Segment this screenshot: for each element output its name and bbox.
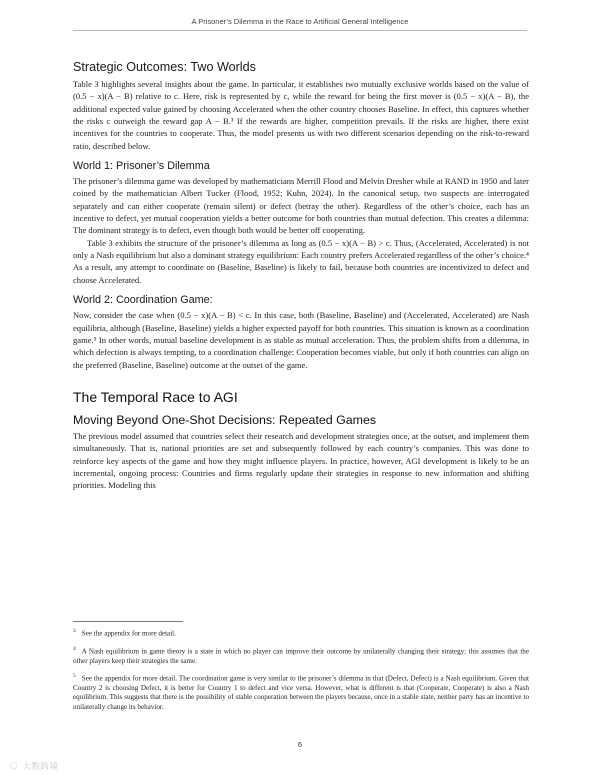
watermark-logo: 🗨 大数跨境 (8, 762, 59, 772)
footnotes (73, 627, 529, 718)
footnote-number: 4 (73, 645, 76, 652)
footnote-4 (73, 645, 529, 666)
section-title-repeated: Moving Beyond One-Shot Decisions: Repeated Games (73, 412, 377, 427)
paragraph-world1-1: The prisoner’s dilemma game was developed by mathematicians Merrill Flood and Melvin Dresher while at RAND in 1950 and later coined by the mathematician Albert Tucker (Flood, 1952; Kuhn, 2024). In the canonical setup, two suspects are interrogated separately and can either cooperate (remain silent) or defect (betray the other). Regardless of the other’s choice, each has an incentive to defect, yet mutual cooperation yields a better outcome for both countries than mutual defection. This creates a dilemma: The dominant strategy is to defect, even though both would be better off cooperating. (73, 176, 529, 236)
running-header: A Prisoner’s Dilemma in the Race to Artificial General Intelligence (191, 17, 409, 26)
section-title-world1: World 1: Prisoner’s Dilemma (73, 160, 210, 173)
chapter-title-temporal: The Temporal Race to AGI (73, 388, 238, 405)
footnote-number: 5 (73, 672, 76, 679)
footnote-text: See the appendix for more detail. (81, 629, 176, 638)
paragraph-world1-2: Table 3 exhibits the structure of the prisoner’s dilemma as long as (0.5 − x)(A − B) > c. Thus, (Accelerated, Accelerated) is not only a Nash equilibrium but also a dominant strategy equilibrium: Each country prefers Accelerated regardless of the other’s choice.⁴ As a result, any attempt to coordinate on (Baseline, Baseline) is likely to fail, because both countries are incentivized to defect and choose Accelerated. (73, 237, 529, 285)
footnote-text: A Nash equilibrium in game theory is a state in which no player can improve their outcome by unilaterally changing their strategy; this assumes that the other players keep their strategies the same. (73, 647, 529, 665)
footnote-3 (73, 627, 529, 639)
footnote-5 (73, 672, 529, 712)
section-title-strategic: Strategic Outcomes: Two Worlds (73, 60, 256, 74)
footnote-rule (73, 621, 183, 622)
header-rule (73, 30, 527, 31)
footnote-text: See the appendix for more detail. The coordination game is very similar to the prisoner’s dilemma in that (Defect, Defect) is a Nash equilibrium. Given that Country 2 is choosing Defect, it is better for Country 1 to defect and vice versa. However, what is different is that (Cooperate, Cooperate) is also a Nash equilibrium. This suggests that there is the possibility of stable cooperation between the players because, once in a stable state, neither party has an incentive to unilaterally change its behavior. (73, 674, 529, 711)
footnote-number: 3 (73, 628, 76, 634)
paragraph-world2: Now, consider the case when (0.5 − x)(A − B) < c. In this case, both (Baseline, Baseline) and (Accelerated, Accelerated) are Nash equilibria, although (Baseline, Baseline) yields a higher expected payoff for both countries. This situation is known as a coordination game.⁵ In other words, mutual baseline development is as stable as mutual acceleration. Thus, the problem shifts from a dilemma, in which defection is always tempting, to a coordination challenge: Cooperation becomes viable, but only if both countries can align on the preferred (Baseline, Baseline) outcome at the outset of the game. (73, 310, 529, 370)
page-number: 6 (297, 740, 303, 749)
page-content (73, 60, 529, 492)
section-title-world2: World 2: Coordination Game: (73, 294, 213, 307)
paragraph-repeated: The previous model assumed that countries select their research and development strategies once, at the outset, and implement them simultaneously. That is, national priorities are set and subsequently followed by each country’s companies. This was done to reinforce key aspects of the game and how they might influence players. In practice, however, AGI development is likely to be an incremental, ongoing process: Countries and firms regularly update their strategies in response to new information and shifting priorities. Modeling this (73, 430, 529, 491)
paragraph-strategic: Table 3 highlights several insights about the game. In particular, it establishes two mutually exclusive worlds based on the value of (0.5 − x)(A − B) relative to c. Here, risk is represented by c, while the reward for being the first mover is (0.5 − x)(A − B), the additional expected value gained by choosing Accelerated when the other country chooses Baseline. In effect, this captures whether the risks c outweigh the reward gap A − B.³ If the rewards are higher, competition prevails. If the risks are higher, there exist incentives for the countries to cooperate. Thus, the model presents us with two different scenarios depending on the risk-to-reward ratio, described below. (73, 79, 529, 151)
